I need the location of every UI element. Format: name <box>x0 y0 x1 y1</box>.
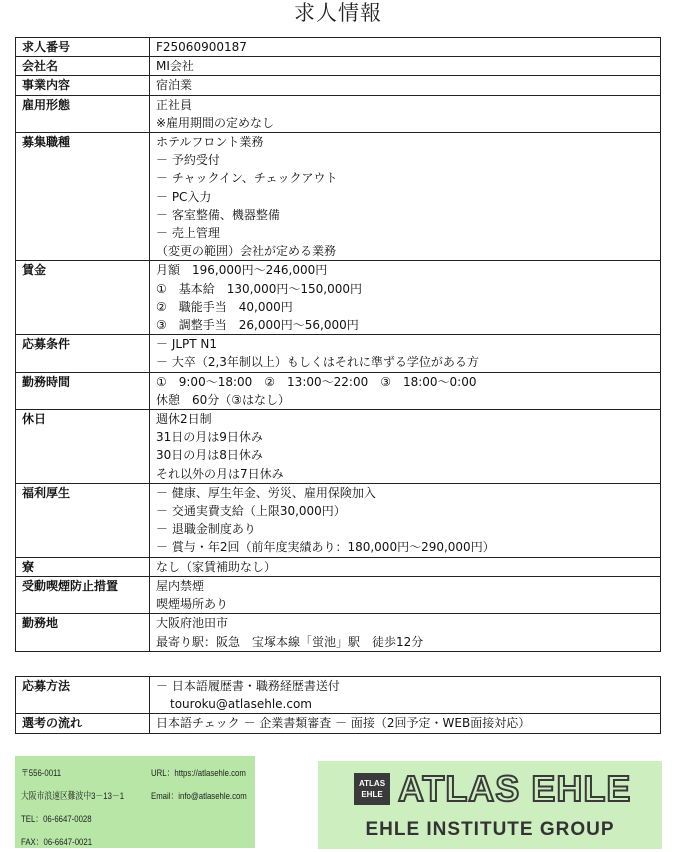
url-link[interactable]: URL：https://atlasehle.com <box>151 768 246 779</box>
job-info-table <box>15 37 661 652</box>
value-line: 最寄り駅：阪急 宝塚本線「蛍池」駅 徒歩12分 <box>156 634 424 649</box>
row-label: 事業内容 <box>16 76 150 95</box>
table-row <box>16 714 661 733</box>
value-line: － 客室整備、機器整備 <box>156 207 280 222</box>
value-line: － 賞与・年2回（前年度実績あり：180,000円～290,000円） <box>156 540 495 555</box>
row-label: 休日 <box>16 410 150 484</box>
logo-badge <box>354 773 390 805</box>
value-line: （変更の範囲）会社が定める業務 <box>156 244 337 259</box>
value-line: ③ 調整手当 26,000円～56,000円 <box>156 318 359 333</box>
row-label: 福利厚生 <box>16 483 150 557</box>
row-value <box>150 372 661 409</box>
value-line: 週休2日制 <box>156 412 212 427</box>
logo-subtitle: EHLE INSTITUTE GROUP <box>365 819 615 840</box>
table-row <box>16 57 661 76</box>
table-row <box>16 335 661 372</box>
value-line: 大阪府池田市 <box>156 616 229 631</box>
row-value <box>150 261 661 335</box>
row-value <box>150 576 661 613</box>
value-line: 月額 196,000円～246,000円 <box>156 263 328 278</box>
table-row <box>16 372 661 409</box>
table-row <box>16 76 661 95</box>
row-label: 賃金 <box>16 261 150 335</box>
row-label: 選考の流れ <box>16 714 150 733</box>
table-row <box>16 483 661 557</box>
row-value <box>150 95 661 132</box>
value-line: － PC入力 <box>156 189 212 204</box>
table-row <box>16 557 661 576</box>
table-row <box>16 576 661 613</box>
value-line: 正社員 <box>156 97 193 112</box>
logo-wordmark: ATLAS EHLE <box>398 768 632 809</box>
value-line: ① 9:00～18:00 ② 13:00～22:00 ③ 18:00～0:00 <box>156 374 477 389</box>
row-value <box>150 133 661 261</box>
logo-banner <box>318 761 662 849</box>
table-row <box>16 133 661 261</box>
row-value <box>150 557 661 576</box>
row-value <box>150 483 661 557</box>
value-line: MI会社 <box>156 59 194 74</box>
value-line: － 健康、厚生年金、労災、雇用保険加入 <box>156 485 376 500</box>
value-line: ② 職能手当 40,000円 <box>156 299 293 314</box>
row-value <box>150 614 661 651</box>
logo-badge-top: ATLAS <box>358 779 386 788</box>
value-line: それ以外の月は7日休み <box>156 466 284 481</box>
table-row <box>16 38 661 57</box>
value-line: － 退職金制度あり <box>156 522 256 537</box>
value-line: － 交通実費支給（上限30,000円） <box>156 504 346 519</box>
fax: FAX：06-6647-0021 <box>21 837 93 848</box>
address: 大阪市浪速区難波中3－13－1 <box>21 791 125 802</box>
row-value <box>150 714 661 733</box>
application-table <box>15 676 661 734</box>
row-label: 会社名 <box>16 57 150 76</box>
row-value <box>150 76 661 95</box>
row-label: 勤務時間 <box>16 372 150 409</box>
email-link[interactable]: touroku@atlasehle.com <box>170 697 312 712</box>
value-line: なし（家賃補助なし） <box>156 559 277 574</box>
row-label: 求人番号 <box>16 38 150 57</box>
table-row <box>16 410 661 484</box>
row-value <box>150 410 661 484</box>
row-label: 寮 <box>16 557 150 576</box>
row-value <box>150 38 661 57</box>
table-row <box>16 677 661 714</box>
value-line: ① 基本給 130,000円～150,000円 <box>156 281 363 296</box>
flow-text: 日本語チェック － 企業書類審査 － 面接（2回予定・WEB面接対応） <box>156 716 531 731</box>
row-label: 勤務地 <box>16 614 150 651</box>
page-title: 求人情報 <box>294 1 382 25</box>
value-line: 喫煙場所あり <box>156 597 229 612</box>
row-label: 応募方法 <box>16 677 150 714</box>
value-line: － 大卒（2,3年制以上）もしくはそれに準ずる学位がある方 <box>156 355 479 370</box>
value-line: 休憩 60分（③はなし） <box>156 392 291 407</box>
value-line: 31日の月は9日休み <box>156 430 263 445</box>
email-link[interactable]: Email：info@atlasehle.com <box>151 791 247 802</box>
value-line: ※雇用期間の定めなし <box>156 115 275 130</box>
value-line: － 売上管理 <box>156 226 220 241</box>
table-row <box>16 261 661 335</box>
contact-block <box>15 756 255 848</box>
tel: TEL：06-6647-0028 <box>21 814 92 825</box>
row-label: 募集職種 <box>16 133 150 261</box>
row-label: 雇用形態 <box>16 95 150 132</box>
row-label: 応募条件 <box>16 335 150 372</box>
value-line: 屋内禁煙 <box>156 578 205 593</box>
row-value <box>150 57 661 76</box>
value-line: ホテルフロント業務 <box>156 135 264 150</box>
logo-badge-bottom: EHLE <box>361 790 383 799</box>
postal-code: 〒556-0011 <box>21 768 62 779</box>
row-value <box>150 335 661 372</box>
row-label: 受動喫煙防止措置 <box>16 576 150 613</box>
table-row <box>16 95 661 132</box>
value-line: － チャックイン、チェックアウト <box>156 171 338 186</box>
value-line: F25060900187 <box>156 40 247 54</box>
value-line: － 予約受付 <box>156 153 220 168</box>
table-row <box>16 614 661 651</box>
row-value <box>150 677 661 714</box>
value-line: 30日の月は8日休み <box>156 448 263 463</box>
value-line: － JLPT N1 <box>156 337 218 352</box>
method-line: － 日本語履歴書・職務経歴書送付 <box>156 679 340 693</box>
value-line: 宿泊業 <box>156 78 193 93</box>
